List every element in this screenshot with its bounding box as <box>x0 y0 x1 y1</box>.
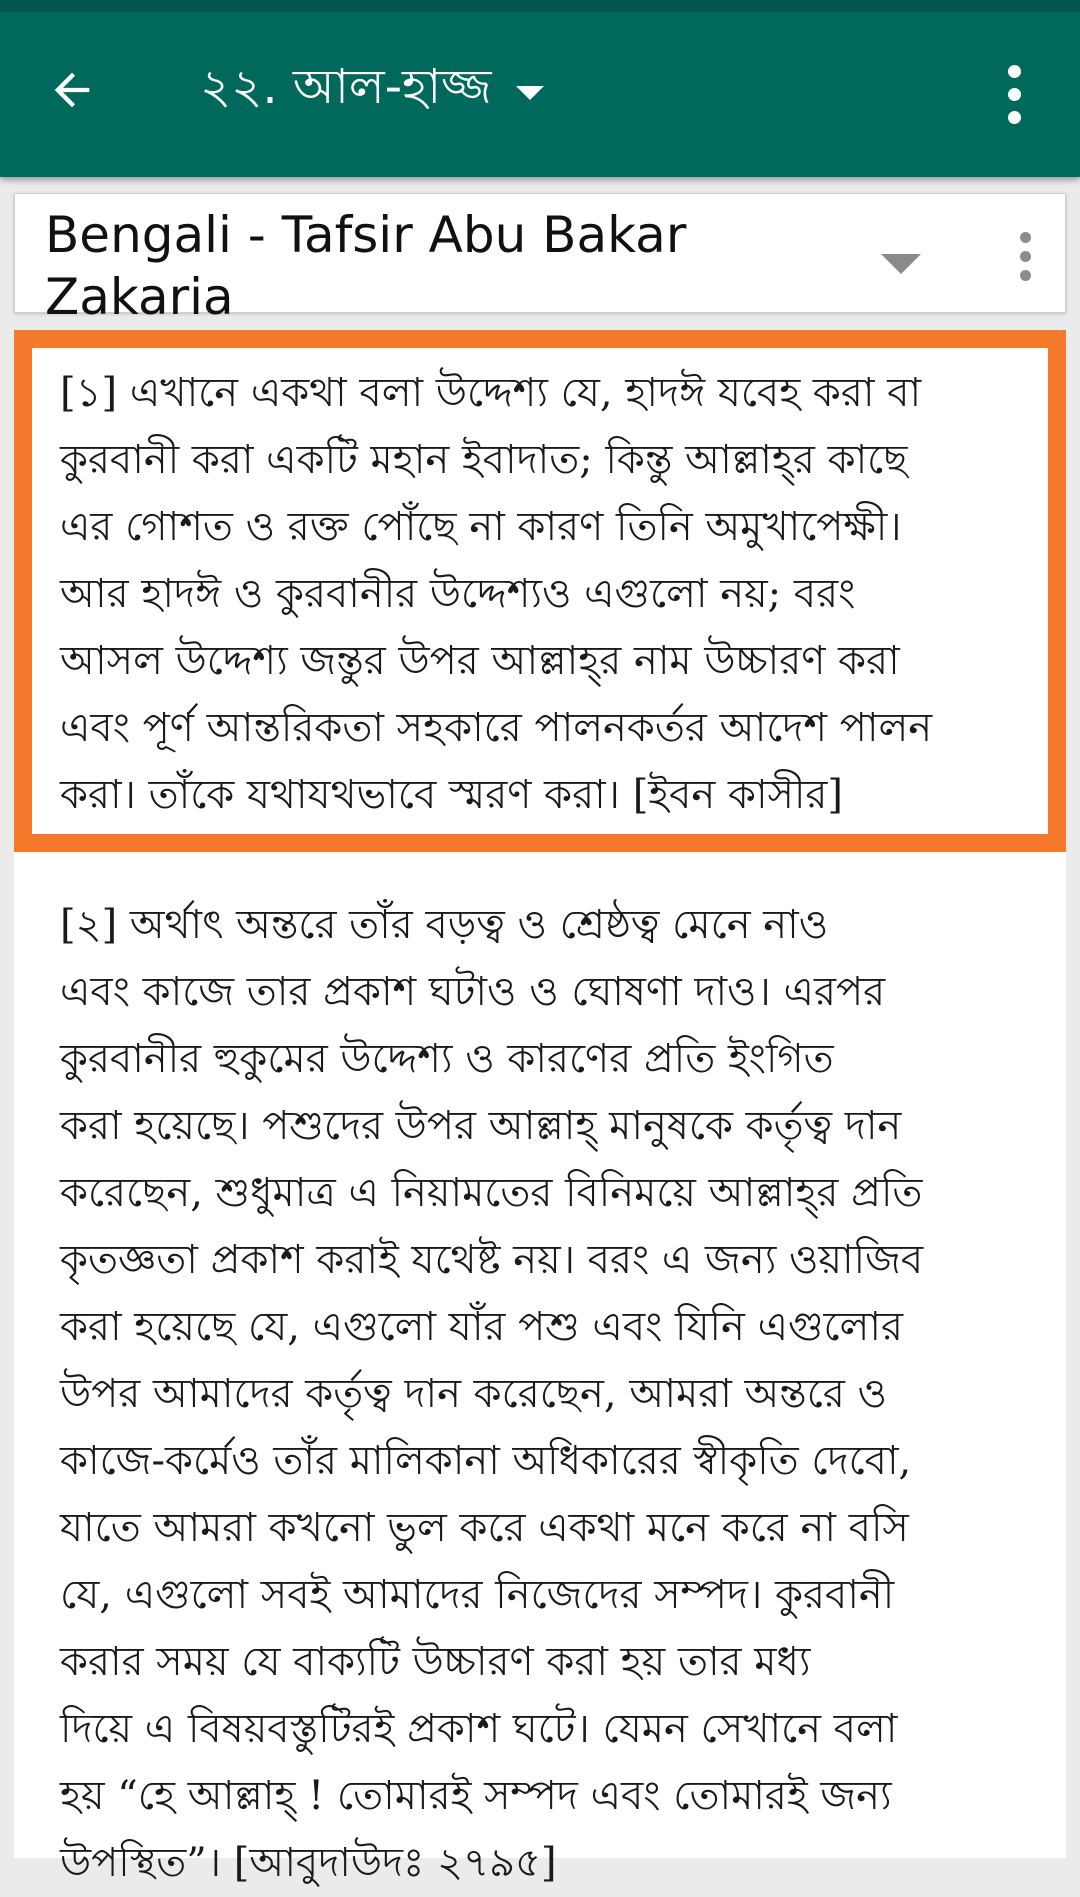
tafsir-note[interactable]: [২] অর্থাৎ অন্তরে তাঁর বড়ত্ব ও শ্রেষ্ঠত্ব মেনে নাও এবং কাজে তার প্রকাশ ঘটাও ও ঘোষণা দাও। এরপর কুরবানীর হুকুমের উদ্দেশ্য ও কারণের প্রতি ইংগিত করা হয়েছে। পশুদের উপর আল্লাহ্‌ মানুষকে কর্তৃত্ব দান করেছেন, শুধুমাত্র এ নিয়ামতের বিনিময়ে আল্লাহ্‌র প্রতি কৃতজ্ঞতা প্রকাশ করাই যথেষ্ট নয়। বরং এ জন্য ওয়াজিব করা হয়েছে যে, এগুলো যাঁর পশু এবং যিনি এগুলোর উপর আমাদের কর্তৃত্ব দান করেছেন, আমরা অন্তরে ও কাজে-কর্মেও তাঁর মালিকানা অধিকারের স্বীকৃতি দেবো, যাতে আমরা কখনো ভুল করে একথা মনে করে না বসি যে, এগুলো সবই আমাদের নিজেদের সম্পদ। কুরবানী করার সময় যে বাক্যটি উচ্চারণ করা হয় তার মধ্য দিয়ে এ বিষয়বস্তুটিরই প্রকাশ ঘটে। যেমন সেখানে বলা হয় “হে আল্লাহ্‌ ! তোমারই সম্পদ এবং তোমারই জন্য উপস্থিত”। [আবুদাউদঃ ২৭৯৫] <box>60 902 924 1886</box>
translation-selector-label: Bengali - Tafsir Abu Bakar Zakaria <box>45 206 687 326</box>
caret-down-icon <box>881 254 921 274</box>
caret-down-icon <box>516 86 544 100</box>
translation-selector[interactable] <box>14 193 1066 326</box>
tafsir-content[interactable] <box>14 330 1066 1886</box>
more-vert-icon-dot <box>1020 270 1031 281</box>
translation-dropdown-button[interactable] <box>871 244 931 284</box>
more-vert-icon-dot <box>1020 251 1031 262</box>
surah-title-dropdown[interactable] <box>200 54 544 126</box>
app-bar <box>0 0 1080 177</box>
surah-title: ২২. আল-হাজ্জ <box>200 58 492 115</box>
overflow-menu-button[interactable] <box>978 54 1050 134</box>
status-strip <box>0 0 1080 12</box>
more-vert-icon-dot <box>1008 88 1021 101</box>
more-vert-icon-dot <box>1008 111 1021 124</box>
back-button[interactable] <box>36 54 108 126</box>
tafsir-note-highlighted[interactable]: [১] এখানে একথা বলা উদ্দেশ্য যে, হাদঈ যবেহ করা বা কুরবানী করা একটি মহান ইবাদাত; কিন্তু আল্লাহ্‌র কাছে এর গোশত ও রক্ত পোঁছে না কারণ তিনি অমুখাপেক্ষী। আর হাদঈ ও কুরবানীর উদ্দেশ্যও এগুলো নয়; বরং আসল উদ্দেশ্য জন্তুর উপর আল্লাহ্‌র নাম উচ্চারণ করা এবং পূর্ণ আন্তরিকতা সহকারে পালনকর্তর আদেশ পালন করা। তাঁকে যথাযথভাবে স্মরণ করা। [ইবন কাসীর] <box>14 330 1066 852</box>
more-vert-icon <box>1020 232 1031 243</box>
translation-more-button[interactable] <box>997 220 1053 292</box>
more-vert-icon <box>1008 65 1021 78</box>
arrow-left-icon <box>46 64 98 116</box>
